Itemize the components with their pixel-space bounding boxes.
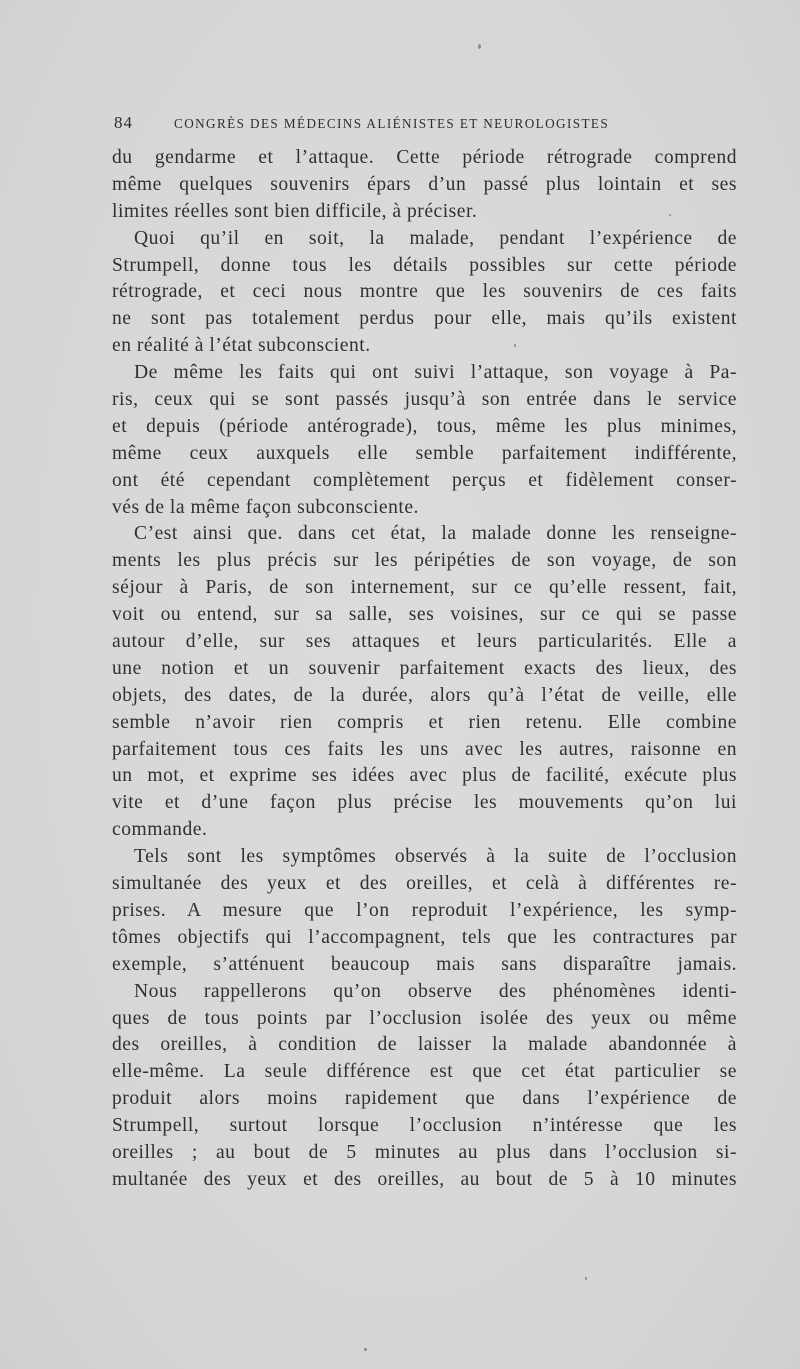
text-line: Strumpell, donne tous les détails possibles sur cette période [112,254,737,276]
text-line: ris, ceux qui se sont passés jusqu’à son entrée dans le service [112,389,737,411]
text-line: ont été cependant complètement perçus et fidèlement conser- [112,469,737,491]
text-line: voit ou entend, sur sa salle, ses voisines, sur ce qui se passe [112,604,737,626]
body-text [112,145,737,1194]
text-line: Tels sont les symptômes observés à la suite de l’occlusion [134,846,737,868]
text-line: De même les faits qui ont suivi l’attaque, son voyage à Pa- [134,362,737,384]
text-line: parfaitement tous ces faits les uns avec les autres, raisonne en [112,738,737,760]
text-line: tômes objectifs qui l’accompagnent, tels que les contractures par [112,926,737,948]
text-line: semble n’avoir rien compris et rien retenu. Elle combine [112,711,737,733]
text-line: objets, des dates, de la durée, alors qu’à l’état de veille, elle [112,684,737,706]
text-line: en réalité à l’état subconscient. [112,335,371,357]
text-line: ments les plus précis sur les péripéties de son voyage, de son [112,550,737,572]
text-line: exemple, s’atténuent beaucoup mais sans disparaître jamais. [112,953,737,975]
text-line: elle-même. La seule différence est que cet état particulier se [112,1061,737,1083]
text-line: vés de la même façon subconsciente. [112,496,419,518]
text-line: vite et d’une façon plus précise les mouvements qu’on lui [112,792,737,814]
text-line: multanée des yeux et des oreilles, au bout de 5 à 10 minutes [112,1168,737,1190]
paper-speck [364,1348,367,1351]
text-line: Nous rappellerons qu’on observe des phénomènes identi- [134,980,737,1002]
text-line: et depuis (période antérograde), tous, même les plus minimes, [112,415,737,437]
text-line: un mot, et exprime ses idées avec plus de facilité, exécute plus [112,765,737,787]
text-line: Strumpell, surtout lorsque l’occlusion n’intéresse que les [112,1115,737,1137]
text-line: Quoi qu’il en soit, la malade, pendant l’expérience de [134,227,737,249]
text-line: commande. [112,819,208,841]
text-line: ne sont pas totalement perdus pour elle, mais qu’ils existent [112,308,737,330]
text-line: ques de tous points par l’occlusion isolée des yeux ou même [112,1007,737,1029]
text-line: séjour à Paris, de son internement, sur ce qu’elle ressent, fait, [112,577,737,599]
running-header [112,113,692,139]
text-line: C’est ainsi que. dans cet état, la malade donne les renseigne- [134,523,737,545]
running-title: CONGRÈS DES MÉDECINS ALIÉNISTES ET NEUROLOGISTES [174,116,610,131]
text-line: autour d’elle, sur ses attaques et leurs particularités. Elle a [112,631,737,653]
text-line: rétrograde, et ceci nous montre que les souvenirs de ces faits [112,281,737,303]
text-line: des oreilles, à condition de laisser la malade abandonnée à [112,1034,737,1056]
text-line: produit alors moins rapidement que dans l’expérience de [112,1088,737,1110]
text-line: une notion et un souvenir parfaitement exacts des lieux, des [112,657,737,679]
text-line: du gendarme et l’attaque. Cette période rétrograde comprend [112,147,737,168]
paper-speck [478,44,481,49]
text-line: oreilles ; au bout de 5 minutes au plus dans l’occlusion si- [112,1141,737,1163]
text-line: prises. A mesure que l’on reproduit l’expérience, les symp- [112,899,737,921]
page-number: 84 [114,113,133,132]
text-line: limites réelles sont bien difficile, à préciser. [112,200,478,222]
paper-speck [669,214,671,216]
text-line: simultanée des yeux et des oreilles, et celà à différentes re- [112,873,737,895]
text-line: même ceux auxquels elle semble parfaitement indifférente, [112,442,737,464]
text-line: même quelques souvenirs épars d’un passé plus lointain et ses [112,173,737,195]
paper-speck [585,1277,587,1280]
paper-speck [514,344,516,347]
